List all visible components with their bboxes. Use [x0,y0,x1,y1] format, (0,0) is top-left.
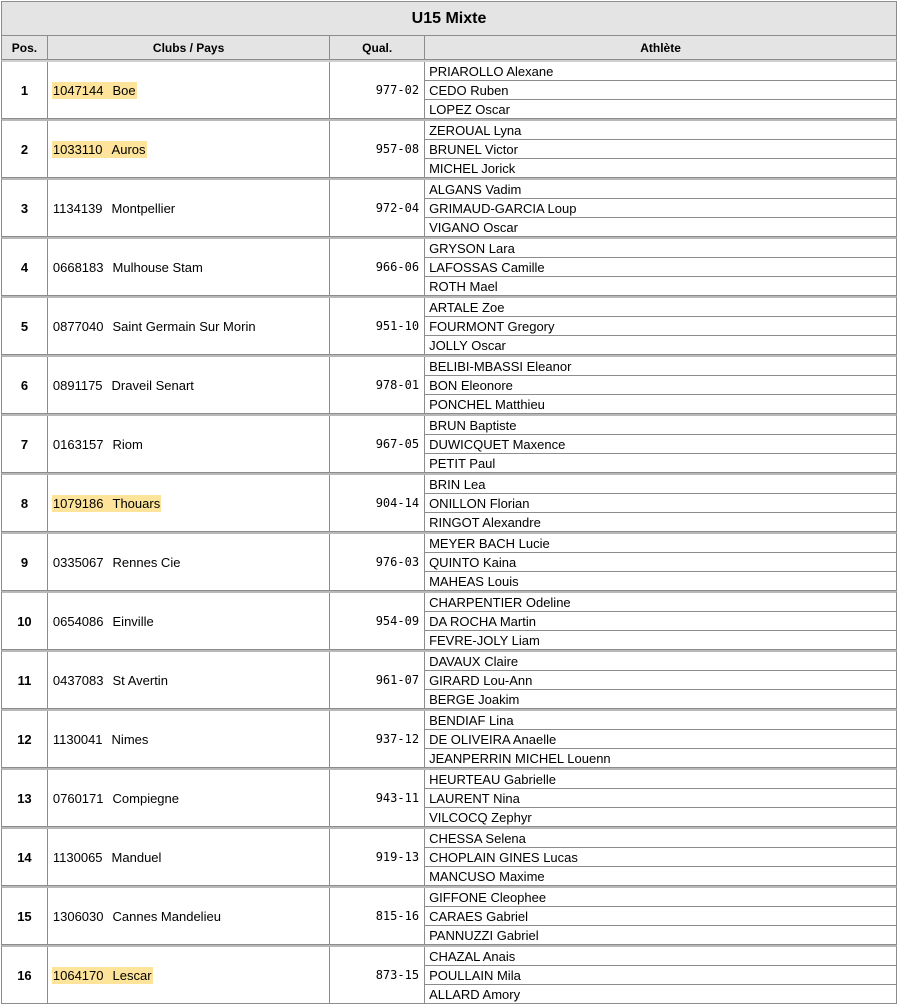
club-code: 1130041 [52,731,103,747]
athlete-name: ONILLON Florian [425,494,896,513]
club-label [52,436,144,453]
athlete-name: JEANPERRIN MICHEL Louenn [429,750,611,766]
athlete-name: FEVRE-JOLY Liam [429,632,540,648]
athlete-list [425,62,896,118]
athlete-name: ALLARD Amory [429,986,521,1002]
club-code: 1306030 [52,908,104,924]
qualification-score: 954-09 [330,593,425,649]
athlete-name: DA ROCHA Martin [425,612,896,631]
team-position: 12 [2,711,48,767]
club-name: Rennes Cie [112,554,181,570]
athlete-list [425,652,896,708]
team-position: 4 [2,239,48,295]
athlete-name: LAFOSSAS Camille [425,258,896,277]
athlete-name: MICHEL Jorick [429,160,516,176]
athlete-name: BELIBI-MBASSI Eleanor [425,357,896,376]
club-cell [48,947,330,1003]
team-position: 15 [2,888,48,944]
club-cell [48,770,330,826]
athlete-name: CARAES Gabriel [425,907,896,926]
table-row [1,945,897,1004]
qualification-score: 904-14 [330,475,425,531]
qualification-score: 967-05 [330,416,425,472]
club-label [52,259,204,276]
team-rows [1,60,897,1004]
athlete-name: PETIT Paul [429,455,496,471]
team-position: 10 [2,593,48,649]
club-code: 1130065 [52,849,103,865]
qualification-score: 976-03 [330,534,425,590]
club-name: Lescar [112,967,152,983]
club-code: 0163157 [52,436,104,452]
athlete-name: BON Eleonore [425,376,896,395]
athlete-name: GIRARD Lou-Ann [425,671,896,690]
team-position: 16 [2,947,48,1003]
club-name: Thouars [112,495,161,511]
athlete-list [425,770,896,826]
athlete-name: DUWICQUET Maxence [425,435,896,454]
athlete-name: GRIMAUD-GARCIA Loup [425,199,896,218]
athlete-name: LOPEZ Oscar [429,101,510,117]
club-label [52,554,182,571]
athlete-name: JOLLY Oscar [429,337,506,353]
table-row [1,296,897,355]
team-position: 9 [2,534,48,590]
athlete-name: CHESSA Selena [425,829,896,848]
table-row [1,355,897,414]
qualification-score: 972-04 [330,180,425,236]
club-label [52,790,180,807]
athlete-name: CHAZAL Anais [425,947,896,966]
athlete-name: CHARPENTIER Odeline [425,593,896,612]
team-position: 6 [2,357,48,413]
club-label [52,613,155,630]
athlete-name: GRYSON Lara [425,239,896,258]
table-row [1,886,897,945]
club-cell [48,593,330,649]
club-label [52,908,222,925]
athlete-name: PANNUZZI Gabriel [429,927,539,943]
header-club: Clubs / Pays [48,36,330,59]
club-name: Saint Germain Sur Morin [112,318,256,334]
athlete-list [425,829,896,885]
club-name: Compiegne [112,790,180,806]
table-row [1,532,897,591]
club-cell [48,534,330,590]
club-code: 0668183 [52,259,104,275]
athlete-name: ZEROUAL Lyna [425,121,896,140]
qualification-score: 943-11 [330,770,425,826]
club-name: Montpellier [111,200,176,216]
team-position: 7 [2,416,48,472]
club-code: 0654086 [52,613,104,629]
club-label [52,318,257,335]
table-row [1,119,897,178]
club-cell [48,357,330,413]
athlete-name: RINGOT Alexandre [429,514,541,530]
club-label [52,967,153,984]
qualification-score: 937-12 [330,711,425,767]
club-cell [48,475,330,531]
athlete-name: BRUNEL Victor [425,140,896,159]
club-name: Einville [112,613,154,629]
athlete-list [425,711,896,767]
athlete-name: PONCHEL Matthieu [429,396,545,412]
table-row [1,650,897,709]
club-cell [48,239,330,295]
table-row [1,237,897,296]
athlete-name: QUINTO Kaina [425,553,896,572]
club-cell [48,416,330,472]
athlete-name: LAURENT Nina [425,789,896,808]
club-label [52,200,176,217]
club-cell [48,829,330,885]
club-code: 1079186 [52,495,104,511]
club-cell [48,62,330,118]
athlete-list [425,475,896,531]
club-label [52,849,163,866]
athlete-list [425,357,896,413]
athlete-name: BRIN Lea [425,475,896,494]
athlete-name: ROTH Mael [429,278,498,294]
athlete-name: FOURMONT Gregory [425,317,896,336]
club-name: Auros [111,141,146,157]
athlete-name: MEYER BACH Lucie [425,534,896,553]
athlete-name: BERGE Joakim [429,691,520,707]
athlete-name: BENDIAF Lina [425,711,896,730]
club-label [52,141,147,158]
qualification-score: 978-01 [330,357,425,413]
athlete-list [425,534,896,590]
club-label [52,672,169,689]
table-row [1,473,897,532]
table-row [1,414,897,473]
club-code: 0760171 [52,790,104,806]
athlete-name: DE OLIVEIRA Anaelle [425,730,896,749]
qualification-score: 961-07 [330,652,425,708]
table-row [1,60,897,119]
qualification-score: 873-15 [330,947,425,1003]
club-code: 1047144 [52,82,104,98]
club-cell [48,652,330,708]
athlete-name: MAHEAS Louis [429,573,519,589]
club-cell [48,711,330,767]
qualification-score: 966-06 [330,239,425,295]
athlete-name: VILCOCQ Zephyr [429,809,532,825]
club-name: Cannes Mandelieu [112,908,221,924]
team-position: 14 [2,829,48,885]
qualification-score: 951-10 [330,298,425,354]
table-row [1,178,897,237]
athlete-name: CHOPLAIN GINES Lucas [425,848,896,867]
athlete-name: GIFFONE Cleophee [425,888,896,907]
athlete-name: CEDO Ruben [425,81,896,100]
header-pos: Pos. [2,36,48,59]
header-qual: Qual. [330,36,425,59]
athlete-name: VIGANO Oscar [429,219,518,235]
club-cell [48,121,330,177]
page-title: U15 Mixte [1,1,897,36]
club-name: Mulhouse Stam [112,259,203,275]
athlete-list [425,416,896,472]
club-cell [48,888,330,944]
team-position: 3 [2,180,48,236]
table-row [1,827,897,886]
athlete-list [425,180,896,236]
club-name: Boe [112,82,136,98]
table-row [1,768,897,827]
club-label [52,731,150,748]
club-label [52,377,195,394]
club-code: 0877040 [52,318,104,334]
club-name: Riom [112,436,143,452]
club-code: 0335067 [52,554,104,570]
athlete-name: DAVAUX Claire [425,652,896,671]
table-header [1,36,897,60]
athlete-name: POULLAIN Mila [425,966,896,985]
athlete-list [425,888,896,944]
team-position: 8 [2,475,48,531]
athlete-name: BRUN Baptiste [425,416,896,435]
team-position: 1 [2,62,48,118]
club-code: 0437083 [52,672,104,688]
club-name: Manduel [111,849,162,865]
club-code: 1033110 [52,141,103,157]
team-position: 13 [2,770,48,826]
qualification-score: 815-16 [330,888,425,944]
club-cell [48,298,330,354]
athlete-list [425,593,896,649]
athlete-name: PRIAROLLO Alexane [425,62,896,81]
club-name: Draveil Senart [111,377,194,393]
team-position: 5 [2,298,48,354]
athlete-name: HEURTEAU Gabrielle [425,770,896,789]
club-label [52,495,161,512]
club-code: 1134139 [52,200,103,216]
athlete-name: ALGANS Vadim [425,180,896,199]
athlete-list [425,121,896,177]
club-code: 1064170 [52,967,104,983]
team-position: 11 [2,652,48,708]
header-athlete: Athlète [425,36,896,59]
qualification-score: 919-13 [330,829,425,885]
table-row [1,709,897,768]
table-row [1,591,897,650]
team-position: 2 [2,121,48,177]
athlete-list [425,239,896,295]
qualification-score: 977-02 [330,62,425,118]
club-code: 0891175 [52,377,103,393]
club-name: St Avertin [112,672,168,688]
athlete-name: ARTALE Zoe [425,298,896,317]
club-label [52,82,137,99]
athlete-list [425,298,896,354]
club-name: Nimes [111,731,149,747]
athlete-list [425,947,896,1003]
qualification-score: 957-08 [330,121,425,177]
club-cell [48,180,330,236]
athlete-name: MANCUSO Maxime [429,868,545,884]
